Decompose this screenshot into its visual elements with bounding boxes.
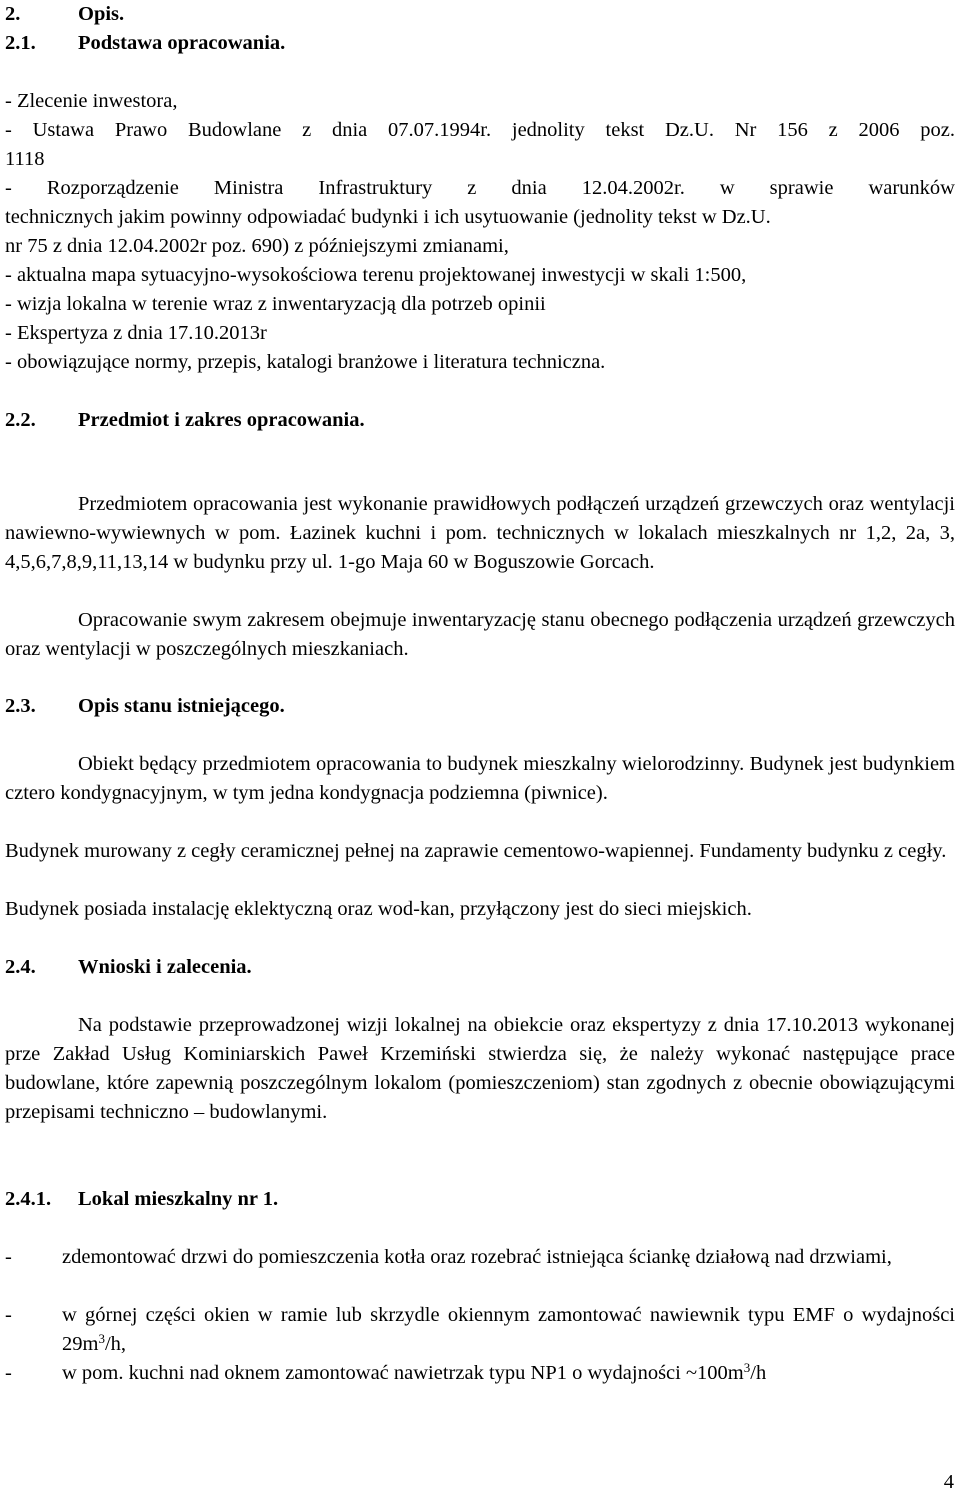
list-item-text bbox=[62, 1359, 955, 1388]
list-item-text-part: w pom. kuchni nad oknem zamontować nawietrzak typu NP1 o wydajności ~100m bbox=[62, 1362, 744, 1384]
heading-number: 2. bbox=[5, 3, 21, 25]
basis-line: 1118 bbox=[5, 148, 45, 170]
heading-title: Przedmiot i zakres opracowania. bbox=[78, 409, 365, 431]
heading-title: Opis. bbox=[78, 3, 125, 25]
page-number: 4 bbox=[943, 1471, 954, 1493]
heading-number: 2.2. bbox=[5, 409, 36, 431]
heading-number: 2.1. bbox=[5, 32, 36, 54]
list-dash: - bbox=[5, 1362, 12, 1384]
heading-opis bbox=[5, 0, 955, 29]
superscript: 3 bbox=[98, 1331, 105, 1346]
list-dash: - bbox=[5, 1304, 12, 1326]
existing-paragraph: Budynek posiada instalację eklektyczną oraz wod-kan, przyłączony jest do sieci miejskich. bbox=[5, 898, 752, 920]
basis-line: nr 75 z dnia 12.04.2002r poz. 690) z późniejszymi zmianami, bbox=[5, 235, 509, 257]
scope-paragraph: Opracowanie swym zakresem obejmuje inwentaryzację stanu obecnego podłączenia urządzeń grzewczych oraz wentylacji w poszczególnych mieszkaniach. bbox=[5, 609, 955, 660]
heading-przedmiot bbox=[5, 406, 955, 435]
heading-title: Podstawa opracowania. bbox=[78, 32, 286, 54]
heading-title: Opis stanu istniejącego. bbox=[78, 695, 285, 717]
list-item bbox=[5, 1359, 955, 1388]
heading-wnioski bbox=[5, 953, 955, 982]
superscript: 3 bbox=[743, 1360, 751, 1375]
heading-number: 2.4.1. bbox=[5, 1188, 52, 1210]
list-item-text-part: /h bbox=[750, 1362, 767, 1384]
basis-line: - Ekspertyza z dnia 17.10.2013r bbox=[5, 322, 267, 344]
heading-podstawa bbox=[5, 29, 955, 58]
heading-number: 2.4. bbox=[5, 956, 36, 978]
heading-title: Wnioski i zalecenia. bbox=[78, 956, 252, 978]
basis-line: - aktualna mapa sytuacyjno-wysokościowa terenu projektowanej inwestycji w skali 1:500, bbox=[5, 264, 747, 286]
basis-line: technicznych jakim powinny odpowiadać budynki i ich usytuowanie (jednolity tekst w Dz.U. bbox=[5, 206, 771, 228]
heading-title: Lokal mieszkalny nr 1. bbox=[78, 1188, 279, 1210]
basis-line: - Rozporządzenie Ministra Infrastruktury z dnia 12.04.2002r. w sprawie warunków bbox=[5, 177, 955, 199]
list-item-text-part: /h, bbox=[104, 1333, 127, 1355]
basis-line: - Ustawa Prawo Budowlane z dnia 07.07.1994r. jednolity tekst Dz.U. Nr 156 z 2006 poz. bbox=[5, 119, 955, 141]
basis-line: - Zlecenie inwestora, bbox=[5, 90, 178, 112]
heading-number: 2.3. bbox=[5, 695, 36, 717]
basis-line: - wizja lokalna w terenie wraz z inwentaryzacją dla potrzeb opinii bbox=[5, 293, 546, 315]
list-item bbox=[5, 1243, 955, 1272]
heading-lokal-1 bbox=[5, 1185, 955, 1214]
conclusions-paragraph: Na podstawie przeprowadzonej wizji lokalnej na obiekcie oraz ekspertyzy z dnia 17.10.2013 wykonanej prze Zakład Usług Kominiarskich Paweł Krzemiński stwierdza się, że należy wykonać następujące prace budowlane, które zapewnią poszczególnym lokalom (pomieszczeniom) stan zgodnych z obecnie obowiązującymi przepisami techniczno – budowlanymi. bbox=[5, 1014, 955, 1123]
list-dash: - bbox=[5, 1246, 12, 1268]
basis-line: - obowiązujące normy, przepis, katalogi branżowe i literatura techniczna. bbox=[5, 351, 606, 373]
heading-stan bbox=[5, 692, 955, 721]
list-item bbox=[5, 1301, 955, 1359]
existing-paragraph: Obiekt będący przedmiotem opracowania to budynek mieszkalny wielorodzinny. Budynek jest budynkiem cztero kondygnacyjnym, w tym jedna kondygnacja podziemna (piwnice). bbox=[5, 753, 955, 804]
list-item-text bbox=[62, 1301, 955, 1359]
list-item-text: zdemontować drzwi do pomieszczenia kotła oraz rozebrać istniejąca ściankę działową nad drzwiami, bbox=[62, 1246, 892, 1268]
list-item-text-part: w górnej części okien w ramie lub skrzydle okiennym zamontować nawiewnik typu EMF o wydajności 29m bbox=[62, 1304, 955, 1355]
scope-paragraph: Przedmiotem opracowania jest wykonanie prawidłowych podłączeń urządzeń grzewczych oraz wentylacji nawiewno-wywiewnych w pom. Łazinek kuchni i pom. technicznych w lokalach mieszkalnych nr 1,2, 2a, 3, 4,5,6,7,8,9,11,13,14 w budynku przy ul. 1-go Maja 60 w Boguszowie Gorcach. bbox=[5, 493, 955, 573]
existing-paragraph: Budynek murowany z cegły ceramicznej pełnej na zaprawie cementowo-wapiennej. Fundamenty budynku z cegły. bbox=[5, 840, 947, 862]
